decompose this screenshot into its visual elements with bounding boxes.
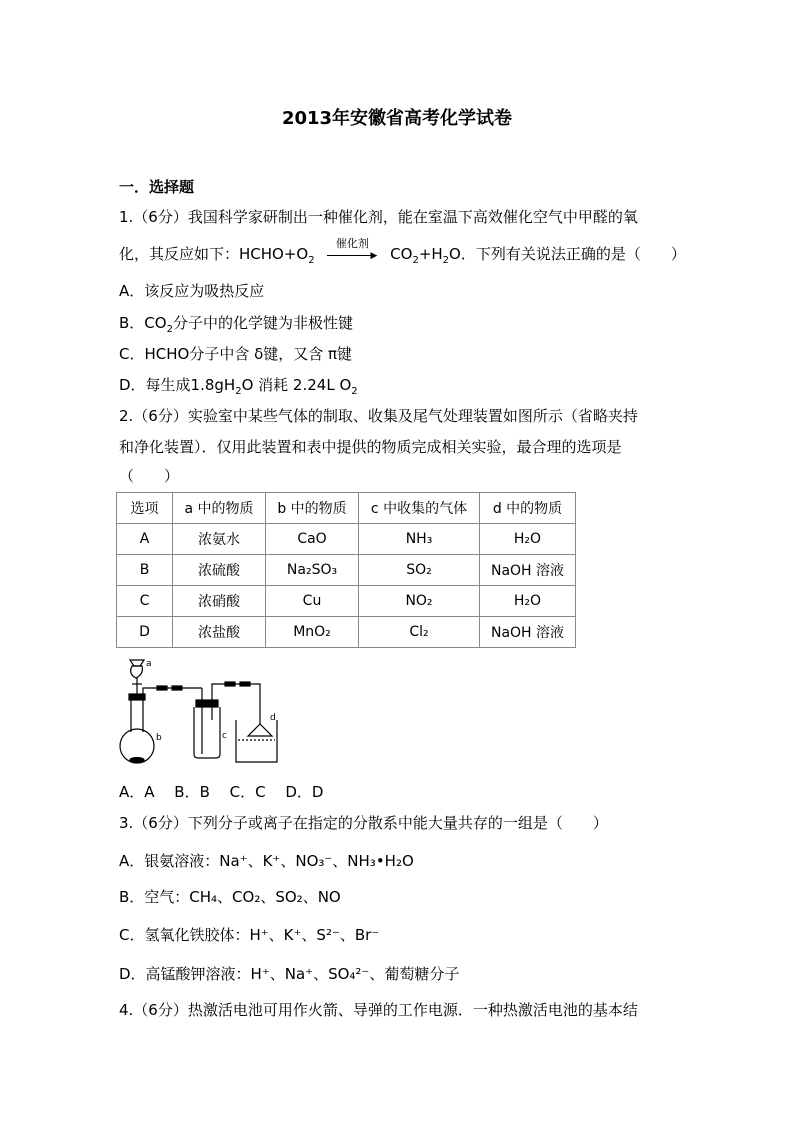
table-row xyxy=(117,524,576,555)
q1-option-d xyxy=(119,374,358,395)
q1-reactants: 化，其反应如下：HCHO+O xyxy=(119,245,309,263)
table-header: b 中的物质 xyxy=(266,493,359,524)
q1-products-h: +H xyxy=(418,245,443,263)
q1-sub: 2 xyxy=(235,386,242,397)
q3-option-b: B．空气：CH₄、CO₂、SO₂、NO xyxy=(119,888,341,906)
table-header: d 中的物质 xyxy=(480,493,576,524)
table-header: 选项 xyxy=(117,493,173,524)
table-cell: Cl₂ xyxy=(359,617,480,648)
q3-stem: 3.（6分）下列分子或离子在指定的分散系中能大量共存的一组是（ ） xyxy=(119,814,608,832)
table-cell: A xyxy=(117,524,173,555)
funnel-top-icon xyxy=(130,660,144,666)
table-cell: SO₂ xyxy=(359,555,480,586)
q3-option-d: D．高锰酸钾溶液：H⁺、Na⁺、SO₄²⁻、葡萄糖分子 xyxy=(119,965,460,983)
table-row xyxy=(117,586,576,617)
table-cell: Na₂SO₃ xyxy=(266,555,359,586)
catalyst-label: 催化剂 xyxy=(335,236,369,250)
figure-label-d: d xyxy=(270,713,276,723)
table-cell: 浓硫酸 xyxy=(173,555,266,586)
q1-option-c: C．HCHO分子中含 δ键，又含 π键 xyxy=(119,345,353,363)
q3-option-a: A．银氨溶液：Na⁺、K⁺、NO₃⁻、NH₃•H₂O xyxy=(119,852,414,870)
table-header: c 中收集的气体 xyxy=(359,493,480,524)
table-cell: D xyxy=(117,617,173,648)
table-cell: NaOH 溶液 xyxy=(480,555,576,586)
q1-stem-line2 xyxy=(119,236,686,266)
table-cell: H₂O xyxy=(480,524,576,555)
q2-options: A．A B．B C．C D．D xyxy=(119,783,324,801)
table-cell: Cu xyxy=(266,586,359,617)
q3-option-c: C．氢氧化铁胶体：H⁺、K⁺、S²⁻、Br⁻ xyxy=(119,926,380,944)
table-cell: NaOH 溶液 xyxy=(480,617,576,648)
table-cell: 浓盐酸 xyxy=(173,617,266,648)
q1-question: O．下列有关说法正确的是（ ） xyxy=(449,245,686,263)
q2-stem-line3: （ ） xyxy=(119,467,180,485)
q2-stem-line1: 2.（6分）实验室中某些气体的制取、收集及尾气处理装置如图所示（省略夹持 xyxy=(119,407,638,425)
q1-option-b xyxy=(119,312,353,333)
q1-b-post: 分子中的化学键为非极性键 xyxy=(172,314,353,332)
table-row xyxy=(117,617,576,648)
q1-sub: 2 xyxy=(351,386,358,397)
q1-d-mid: O 消耗 2.24L O xyxy=(241,376,352,394)
q1-stem-line1: 1.（6分）我国科学家研制出一种催化剂，能在室温下高效催化空气中甲醛的氧 xyxy=(119,208,638,226)
q1-sub: 2 xyxy=(412,255,419,266)
table-cell: CaO xyxy=(266,524,359,555)
table-cell: MnO₂ xyxy=(266,617,359,648)
table-cell: 浓硝酸 xyxy=(173,586,266,617)
q1-option-a: A．该反应为吸热反应 xyxy=(119,282,265,300)
q4-stem-line1: 4.（6分）热激活电池可用作火箭、导弹的工作电源．一种热激活电池的基本结 xyxy=(119,1001,638,1019)
figure-label-b: b xyxy=(156,733,162,743)
table-cell: NH₃ xyxy=(359,524,480,555)
q1-d-pre: D．每生成1.8gH xyxy=(119,376,236,394)
figure-label-c: c xyxy=(222,731,227,741)
table-cell: NO₂ xyxy=(359,586,480,617)
page-title: 2013年安徽省高考化学试卷 xyxy=(281,108,513,129)
q1-products: CO xyxy=(390,245,413,263)
table-cell: 浓氨水 xyxy=(173,524,266,555)
q1-sub: 2 xyxy=(308,255,315,266)
q1-sub: 2 xyxy=(166,324,173,335)
reagent-table xyxy=(116,492,576,648)
q1-sub: 2 xyxy=(442,255,450,266)
reaction-arrow-icon: 催化剂 ▶ xyxy=(327,245,377,265)
table-row xyxy=(117,555,576,586)
q2-stem-line2: 和净化装置）．仅用此装置和表中提供的物质完成相关实验，最合理的选项是 xyxy=(119,438,622,456)
section-heading: 一．选择题 xyxy=(119,178,195,196)
figure-label-a: a xyxy=(146,659,152,669)
q1-b-pre: B．CO xyxy=(119,314,167,332)
table-cell: H₂O xyxy=(480,586,576,617)
apparatus-figure xyxy=(112,654,282,769)
table-header: a 中的物质 xyxy=(173,493,266,524)
table-cell: C xyxy=(117,586,173,617)
table-header-row xyxy=(117,493,576,524)
table-cell: B xyxy=(117,555,173,586)
